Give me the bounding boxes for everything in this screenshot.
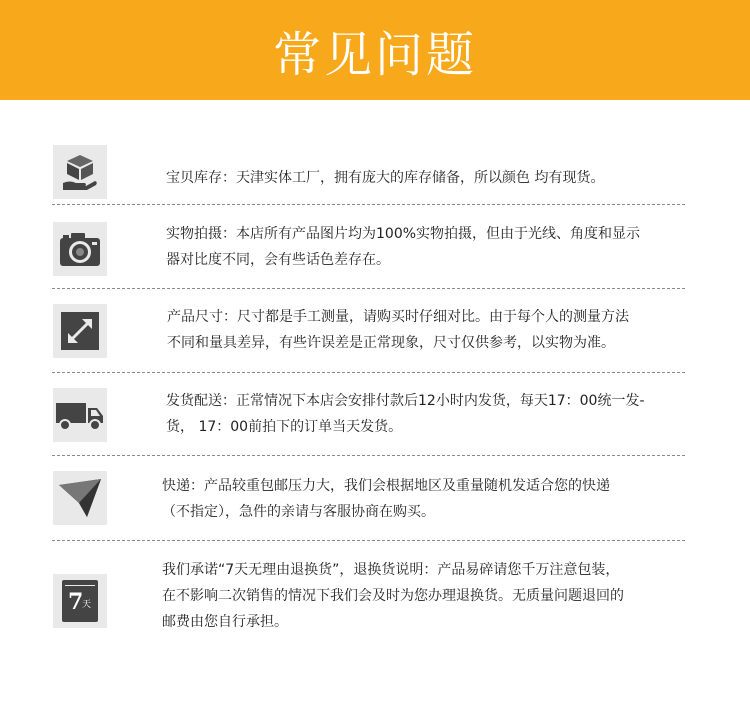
faq-text	[166, 388, 645, 440]
faq-line: 邮费由您自行承担。	[162, 614, 288, 630]
faq-text	[166, 221, 640, 273]
calendar-unit: 天	[82, 600, 92, 610]
page-title: 常见问题	[272, 26, 477, 83]
faq-text	[167, 304, 629, 356]
faq-line: 我们承诺“7天无理由退换货”，退换货说明：产品易碎请您千万注意包装，	[162, 562, 620, 578]
divider	[52, 540, 685, 541]
resize-arrow-icon	[53, 304, 107, 358]
faq-line: 产品尺寸：尺寸都是手工测量，请购买时仔细对比。由于每个人的测量方法	[167, 309, 629, 325]
camera-icon	[53, 222, 107, 276]
calendar-7-icon	[53, 574, 107, 628]
faq-text	[166, 165, 604, 191]
faq-line: 货， 17：00前拍下的订单当天发货。	[166, 419, 403, 435]
box-hand-icon	[53, 145, 107, 199]
header-banner	[0, 0, 750, 100]
truck-icon	[53, 388, 107, 442]
faq-line: 快递：产品较重包邮压力大，我们会根据地区及重量随机发适合您的快递	[162, 478, 610, 494]
faq-line: 器对比度不同，会有些话色差存在。	[166, 252, 390, 268]
faq-text	[162, 557, 624, 635]
faq-line: 宝贝库存：天津实体工厂，拥有庞大的库存储备，所以颜色 均有现货。	[166, 170, 605, 186]
faq-line: 不同和量具差异，有些许误差是正常现象，尺寸仅供参考，以实物为准。	[167, 335, 615, 351]
divider	[52, 372, 685, 373]
faq-line: 发货配送：正常情况下本店会安排付款后12小时内发货，每天17：00统一发-	[166, 393, 645, 409]
faq-line: 实物拍摄：本店所有产品图片均为100%实物拍摄，但由于光线、角度和显示	[166, 226, 641, 242]
calendar-number: 7	[68, 589, 84, 615]
faq-line: （不指定），急件的亲请与客服协商在购买。	[162, 504, 435, 520]
divider	[52, 288, 685, 289]
faq-line: 在不影响二次销售的情况下我们会及时为您办理退换货。无质量问题退回的	[162, 588, 624, 604]
faq-text	[162, 473, 610, 525]
divider	[52, 455, 685, 456]
divider	[52, 204, 685, 205]
paper-plane-icon	[53, 471, 107, 525]
